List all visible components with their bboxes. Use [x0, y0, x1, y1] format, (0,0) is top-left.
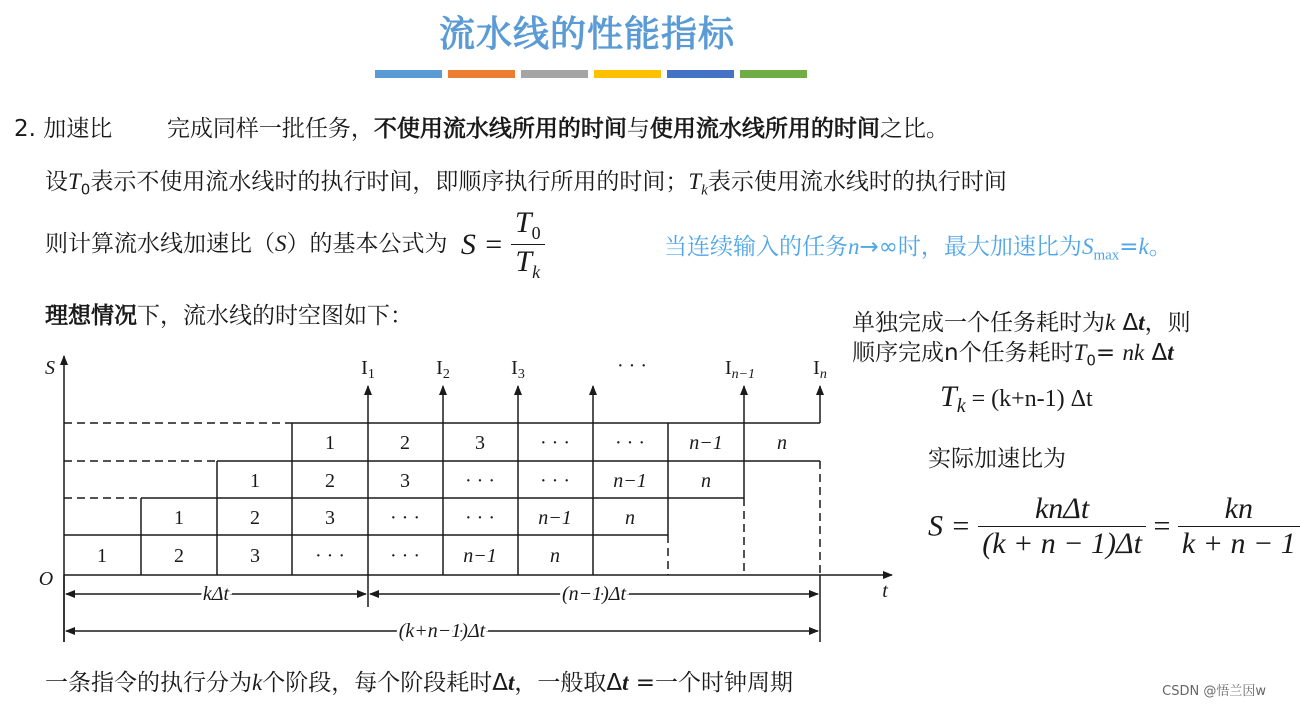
x-axis-label: t	[882, 580, 888, 602]
subscript: max	[1093, 247, 1120, 264]
color-segment-3	[521, 70, 588, 78]
cell: 2	[400, 432, 410, 454]
symbol-s: S	[275, 231, 287, 256]
cell: n−1	[463, 545, 497, 567]
dim-label-n1dt: (n−1)Δt	[561, 583, 627, 605]
definition-post: 之比。	[879, 116, 949, 142]
color-segment-4	[594, 70, 661, 78]
fraction-2	[1178, 492, 1300, 561]
max-speedup-note	[664, 228, 1172, 265]
tk-formula	[940, 380, 1093, 418]
instr-label: $I_{n-1}$	[724, 357, 756, 382]
cell: 3	[250, 545, 260, 567]
instr-label: $I_n$	[813, 357, 827, 382]
formula-lhs: S =	[928, 509, 971, 543]
definition-mid: 与	[626, 116, 650, 142]
instr-ellipsis: · · ·	[617, 355, 647, 377]
actual-speedup-formula	[928, 492, 1300, 561]
cell: n−1	[538, 507, 572, 529]
symbol-t: t	[622, 670, 629, 695]
cell: n	[701, 470, 711, 492]
text: 一条指令的执行分为	[45, 670, 252, 696]
symbol-k: k	[1105, 310, 1116, 335]
symbol-k: k	[1138, 234, 1149, 259]
formula-line	[45, 206, 545, 283]
symbol-nk: nk	[1122, 340, 1145, 365]
section-heading-line	[14, 110, 949, 143]
cell: · · ·	[615, 432, 645, 454]
symbol-t: T	[1073, 340, 1087, 365]
text: ）的基本公式为	[286, 231, 448, 257]
text: 单独完成一个任务耗时为	[852, 310, 1105, 336]
bottom-note	[45, 664, 793, 697]
cell: 1	[325, 432, 335, 454]
cell: 2	[325, 470, 335, 492]
text: 。	[1148, 234, 1172, 260]
subscript: k	[701, 182, 708, 199]
cell: 3	[475, 432, 485, 454]
text: 顺序完成n个任务耗时	[852, 340, 1074, 366]
symbol-t: t	[1138, 310, 1145, 335]
cell: 2	[174, 545, 184, 567]
definition-bold-1: 不使用流水线所用的时间	[373, 116, 627, 142]
cell: · · ·	[315, 545, 345, 567]
cell: 3	[325, 507, 335, 529]
denominator: k + n − 1	[1181, 527, 1296, 560]
numerator: T	[514, 206, 532, 239]
cell: · · ·	[540, 470, 570, 492]
text: 当连续输入的任务	[664, 234, 848, 260]
cell: 1	[97, 545, 107, 567]
cell: n−1	[689, 432, 723, 454]
symbol-t: t	[1167, 340, 1174, 365]
text: ，则	[1144, 310, 1191, 336]
dim-label-kdt: kΔt	[202, 583, 230, 605]
cell: n	[625, 507, 635, 529]
cell: n−1	[613, 470, 647, 492]
fraction-1	[978, 492, 1146, 561]
cell: n	[550, 545, 560, 567]
numerator: kn	[1178, 492, 1300, 527]
symbol-t: t	[507, 670, 515, 695]
text: 设	[45, 169, 68, 195]
section-number: 2.	[14, 116, 36, 142]
y-axis-label: S	[45, 357, 55, 379]
origin-label: O	[38, 568, 54, 590]
ideal-case-bold: 理想情况	[45, 303, 137, 329]
subscript: k	[532, 262, 541, 282]
section-heading: 加速比	[43, 116, 113, 142]
numerator: knΔt	[978, 492, 1146, 527]
formula-fraction	[511, 206, 545, 283]
text: =	[1119, 234, 1139, 260]
symbol-s: S	[1081, 234, 1094, 259]
tk-rhs: = (k+n-1) Δt	[971, 386, 1093, 412]
pipeline-space-time-diagram	[30, 342, 910, 648]
color-segment-2	[448, 70, 515, 78]
symbol-n: n	[848, 234, 860, 259]
cell: · · ·	[390, 507, 420, 529]
ideal-case-line	[45, 297, 413, 330]
symbol-t: T	[68, 169, 81, 194]
dim-label-total: (k+n−1)Δt	[398, 620, 486, 642]
formula-lhs: S =	[460, 227, 504, 261]
cell: 3	[400, 470, 410, 492]
text: →∞时，最大加速比为	[859, 234, 1082, 260]
page-title: 流水线的性能指标	[438, 14, 735, 55]
cell: 1	[174, 507, 184, 529]
color-segment-1	[375, 70, 442, 78]
symbol-k: k	[252, 670, 263, 695]
definition-bold-2: 使用流水线所用的时间	[649, 116, 880, 142]
cell: 2	[250, 507, 260, 529]
cell: · · ·	[390, 545, 420, 567]
text: 表示使用流水线时的执行时间	[707, 169, 1007, 195]
subscript: 0	[1086, 351, 1096, 370]
denominator: (k + n − 1)Δt	[982, 527, 1142, 560]
title-color-bar	[375, 70, 807, 78]
text: 下，流水线的时空图如下：	[137, 303, 413, 329]
variable-definition-line	[45, 163, 1007, 200]
subscript: 0	[80, 180, 91, 199]
symbol-t: T	[688, 169, 702, 194]
instr-label: $I_3$	[511, 357, 525, 382]
text: ，一般取Δ	[514, 670, 623, 696]
instr-label: $I_1$	[361, 357, 375, 382]
text: 个阶段，每个阶段耗时Δ	[262, 670, 508, 696]
csdn-watermark: CSDN @悟兰因w	[1162, 684, 1266, 699]
cell: n	[777, 432, 787, 454]
text: 表示不使用流水线时的执行时间，即顺序执行所用的时间；	[90, 169, 689, 195]
text: 则计算流水线加速比（	[45, 231, 275, 257]
instr-label: $I_2$	[436, 357, 450, 382]
cell: · · ·	[465, 507, 495, 529]
equals: =	[1153, 509, 1171, 543]
color-segment-5	[667, 70, 734, 78]
text: =一个时钟周期	[628, 670, 794, 696]
definition-pre: 完成同样一批任务，	[166, 116, 374, 142]
single-task-time	[852, 304, 1191, 337]
subscript: k	[956, 394, 966, 417]
color-segment-6	[740, 70, 807, 78]
cell: · · ·	[465, 470, 495, 492]
actual-speedup-label: 实际加速比为	[928, 446, 1066, 472]
denominator: T	[515, 245, 533, 278]
text: =	[1095, 340, 1123, 366]
cell: · · ·	[540, 432, 570, 454]
symbol-t: T	[940, 380, 957, 413]
cell: 1	[250, 470, 260, 492]
text: Δ	[1144, 340, 1168, 366]
text: Δ	[1115, 310, 1139, 336]
subscript: 0	[531, 223, 541, 243]
